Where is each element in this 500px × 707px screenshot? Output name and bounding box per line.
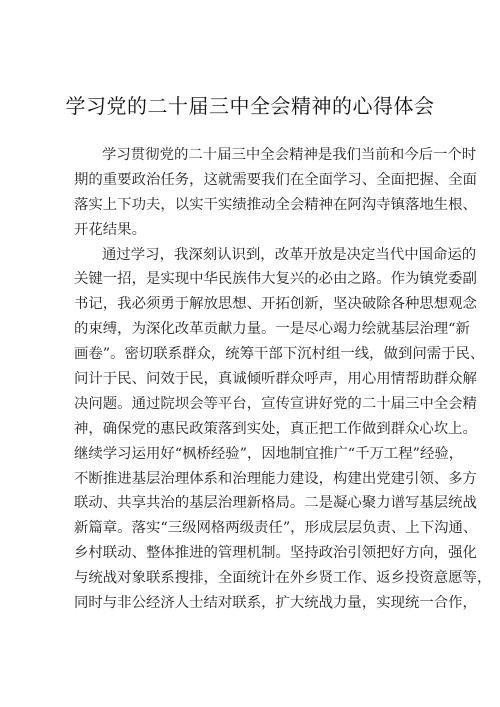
paragraph-line: 书记，我必须勇于解放思想、开拓创新，坚决破除各种思想观念 [74,296,477,313]
paragraph-line: 开花结果。 [74,221,146,238]
paragraph-line: 关键一招，是实现中华民族伟大复兴的必由之路。作为镇党委副 [74,271,477,288]
paragraph-line: 决问题。通过院坝会等平台，宣传宣讲好党的二十届三中全会精 [74,395,477,412]
document-title: 学习党的二十届三中全会精神的心得体会 [65,94,435,118]
document-body [74,143,492,616]
paragraph-line: 通过学习，我深刻认识到，改革开放是决定当代中国命运的 [102,246,477,263]
paragraph-line: 学习贯彻党的二十届三中全会精神是我们当前和今后一个时 [102,147,477,163]
paragraph-line: 同时与非公经济人士结对联系，扩大统战力量，实现统一合作， [74,595,477,612]
paragraph-line: 的束缚，为深化改革贡献力量。一是尽心竭力绘就基层治理“新 [74,321,470,338]
paragraph-line: 落实上下功夫，以实干实绩推动全会精神在阿沟寺镇落地生根、 [74,196,477,213]
paragraph-line: 与统战对象联系搜排，全面统计在外乡贤工作、返乡投资意愿等， [74,570,492,587]
paragraph-line: 联动、共享共治的基层治理新格局。二是凝心聚力谱写基层统战 [74,495,477,512]
paragraph-line: 继续学习运用好“枫桥经验”，因地制宜推广“千万工程”经验， [74,445,464,462]
paragraph-line: 神，确保党的惠民政策落到实处，真正把工作做到群众心坎上。 [74,420,477,437]
paragraph-line: 问计于民、问效于民，真诚倾听群众呼声，用心用情帮助群众解 [74,371,477,388]
paragraph-line: 不断推进基层治理体系和治理能力建设，构建出党建引领、多方 [74,470,477,487]
paragraph-line: 期的重要政治任务，这就需要我们在全面学习、全面把握、全面 [74,171,477,188]
paragraph-line: 画卷”。密切联系群众，统筹干部下沉村组一线，做到问需于民、 [74,346,485,363]
paragraph-line: 乡村联动、整体推进的管理机制。坚持政治引领把好方向，强化 [74,545,477,562]
paragraph-line: 新篇章。落实“三级网格两级责任”，形成层层负责、上下沟通、 [74,520,478,537]
